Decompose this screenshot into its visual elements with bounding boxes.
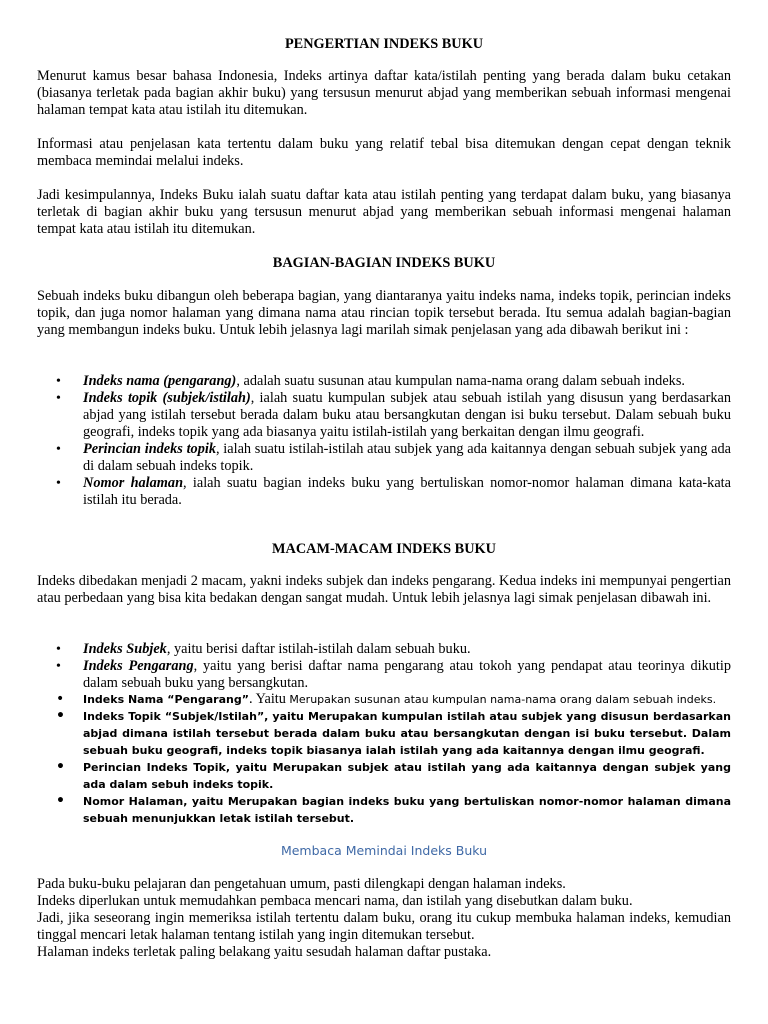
paragraph-informasi: Informasi atau penjelasan kata tertentu dalam buku yang relatif tebal bisa ditemukan dengan cepat dengan teknik membaca memindai melalui indeks. [37,136,731,169]
list-item [37,641,731,658]
list-item-term: Perincian indeks topik [83,441,216,457]
text-line: Halaman indeks terletak paling belakang yaitu sesudah halaman daftar pustaka. [37,944,492,960]
heading-macam: MACAM-MACAM INDEKS BUKU [272,541,496,557]
paragraph-kesimpulan: Jadi kesimpulannya, Indeks Buku ialah suatu daftar kata atau istilah penting yang terdapat dalam buku, yang biasanya terletak di bagian akhir buku yang tersusun menurut abjad yang memberikan sebuah informasi mengenai halaman tempat kata atau istilah itu ditemukan. [37,187,731,237]
list-bagian [37,373,731,509]
list-item [37,759,731,793]
list-item [37,658,731,692]
list-item-term: Indeks nama (pengarang) [83,373,237,389]
list-item-text: Merupakan bagian indeks buku yang bertuliskan nomor-nomor halaman dimana sebuah menunjukkan letak istilah tersebut. [83,795,731,825]
list-item [37,373,731,390]
list-item-text: , ialah suatu kumpulan subjek atau sebuah istilah yang disusun yang berdasarkan abjad yang istilah tersebut berada dalam buku atau bersangkutan dengan isi buku tersebut. Dalam sebuah buku geografi, indeks topik yang ada biasanya yaitu istilah-istilah yang berkaitan dengan ilmu geografi. [83,390,731,440]
list-item-term: Indeks Subjek [83,641,167,657]
list-item [37,793,731,827]
list-item-term: Indeks topik (subjek/istilah) [83,390,251,406]
heading-membaca-memindai: Membaca Memindai Indeks Buku [280,843,488,858]
list-item-term: Indeks Nama “Pengarang” [83,693,249,706]
paragraph-definisi: Menurut kamus besar bahasa Indonesia, Indeks artinya daftar kata/istilah penting yang berada dalam buku cetakan (biasanya terletak pada bagian akhir buku) yang tersusun menurut abjad yang memberikan sebuah informasi mengenai halaman tempat kata atau istilah itu ditemukan. [37,68,731,118]
list-item-term: Perincian Indeks Topik, yaitu [83,761,268,774]
list-item [37,441,731,475]
paragraph-membaca [37,876,731,961]
text-line: Pada buku-buku pelajaran dan pengetahuan umum, pasti dilengkapi dengan halaman indeks. [37,876,566,892]
list-item-term: Nomor halaman [83,475,184,491]
paragraph-macam: Indeks dibedakan menjadi 2 macam, yakni indeks subjek dan indeks pengarang. Kedua indeks ini mempunyai pengertian atau perbedaan yang bisa kita bedakan dengan sangat mudah. Untuk lebih jelasnya lagi simak penjelasan dibawah ini. [37,573,731,606]
text-line: Jadi, jika seseorang ingin memeriksa istilah tertentu dalam buku, orang itu cukup membuka halaman indeks, kemudian tinggal mencari letak halaman tentang istilah yang ingin ditemukan tersebut. [37,910,731,943]
list-item [37,708,731,759]
list-item-text: , yaitu yang berisi daftar nama pengarang atau tokoh yang pendapat atau teorinya dikutip dalam sebuah buku yang bersangkutan. [83,658,731,691]
list-item [37,691,731,708]
text-line: Indeks diperlukan untuk memudahkan pembaca mencari nama, dan istilah yang disebutkan dalam buku. [37,893,633,909]
list-item-term: Indeks Topik “Subjek/Istilah”, yaitu [83,710,304,723]
list-item-text: Merupakan susunan atau kumpulan nama-nama orang dalam sebuah indeks. [285,693,717,706]
heading-bagian: BAGIAN-BAGIAN INDEKS BUKU [272,255,496,271]
paragraph-bagian: Sebuah indeks buku dibangun oleh beberapa bagian, yang diantaranya yaitu indeks nama, indeks topik, perincian indeks topik, dan juga nomor halaman yang dimana nama atau rincian topik tersebut berada. Itu semua adalah bagian-bagian yang membangun indeks buku. Untuk lebih jelasnya lagi marilah simak penjelasan yang ada dibawah berikut ini : [37,288,731,338]
list-item [37,390,731,441]
list-item-connector: . Yaitu [248,691,286,707]
list-item-text: , yaitu berisi daftar istilah-istilah dalam sebuah buku. [166,641,471,657]
list-item-text: , ialah suatu bagian indeks buku yang bertuliskan nomor-nomor halaman dimana kata-kata istilah itu berada. [83,475,731,508]
list-item-text: , ialah suatu istilah-istilah atau subjek yang ada kaitannya dengan sebuah subjek yang ada di dalam sebuah indeks topik. [83,441,731,474]
list-item-term: Indeks Pengarang [83,658,194,674]
list-item [37,475,731,509]
list-item-text: Merupakan subjek atau istilah yang ada kaitannya dengan subjek yang ada dalam sebuh indeks topik. [83,761,731,791]
list-macam-detail [37,691,731,827]
list-item-text: , adalah suatu susunan atau kumpulan nama-nama orang dalam sebuah indeks. [236,373,685,389]
heading-pengertian: PENGERTIAN INDEKS BUKU [284,36,484,52]
list-macam [37,641,731,692]
list-item-text: Merupakan kumpulan istilah atau subjek yang disusun berdasarkan abjad dimana istilah tersebut berada dalam buku atau bersangkutan dengan isi buku tersebut. Dalam sebuah buku geografi, indeks topik biasanya ialah istilah yang ada kaitannya dengan ilmu geografi. [83,710,731,757]
list-item-term: Nomor Halaman, yaitu [83,795,224,808]
